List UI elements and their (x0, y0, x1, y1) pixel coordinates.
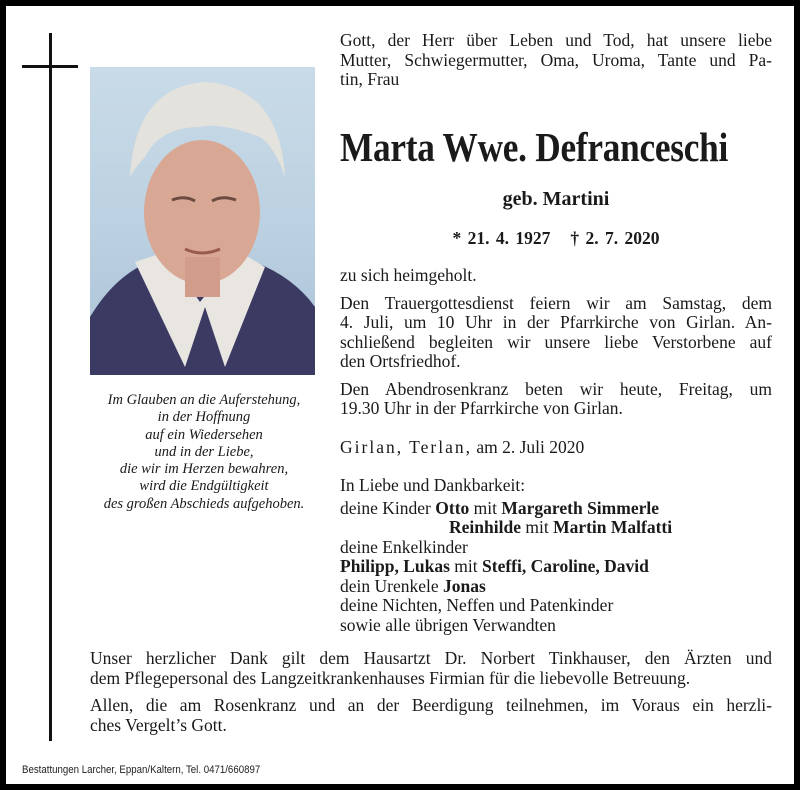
grandchildren-line (340, 557, 772, 577)
intro-line: Mutter, Schwiegermutter, Oma, Uroma, Tante und Pa- (340, 49, 772, 70)
memorial-poem (90, 392, 318, 513)
grandchildren-names: Philipp, Lukas (340, 556, 450, 576)
birth-date: * 21. 4. 1927 (452, 228, 551, 248)
poem-line: auf ein Wiedersehen (145, 426, 263, 443)
funeral-line: Den Trauergottesdienst feiern wir am Samstag, dem (340, 292, 772, 313)
funeral-line: den Ortsfriedhof. (340, 351, 461, 371)
obituary-page (6, 6, 794, 784)
intro-line: Gott, der Herr über Leben und Tod, hat unsere liebe (340, 30, 772, 50)
poem-line: die wir im Herzen bewahren, (119, 461, 289, 478)
partner-name: Martin Malfatti (553, 517, 673, 537)
cross-icon-vertical (49, 33, 52, 741)
announcement-text (340, 266, 772, 635)
child-name: Otto (435, 497, 470, 518)
cross-icon-horizontal (22, 65, 78, 68)
intro-text (340, 31, 772, 90)
poem-line: und in der Liebe, (154, 443, 254, 460)
child-name: Reinhilde (449, 517, 521, 537)
place-date-line (340, 438, 772, 458)
mit: mit (525, 517, 549, 537)
deceased-name: Marta Wwe. Defranceschi (340, 124, 729, 170)
poem-line: des großen Abschieds aufgehoben. (103, 495, 305, 512)
label: dein Urenkele (340, 575, 439, 596)
portrait-photo (90, 67, 315, 375)
funeral-home-footer: Bestattungen Larcher, Eppan/Kaltern, Tel. 0471/660897 (22, 764, 261, 776)
homecoming-line: zu sich heimgeholt. (340, 265, 477, 285)
birth-name: geb. Martini (502, 188, 610, 210)
great-grandchild-name: Jonas (443, 575, 486, 596)
closing-line: ches Vergelt’s Gott. (90, 714, 227, 735)
intro-line: tin, Frau (340, 69, 400, 89)
closing-line: Allen, die am Rosenkranz und an der Beerdigung teilnehmen, im Voraus ein herzli- (90, 695, 772, 715)
rosary-line: Den Abendrosenkranz beten wir heute, Freitag, um (340, 378, 772, 399)
funeral-line: schließend begleiten wir unsere liebe Verstorbene auf (340, 331, 772, 352)
life-dates (340, 228, 772, 249)
date: am 2. Juli 2020 (476, 436, 585, 457)
funeral-line: 4. Juli, um 10 Uhr in der Pfarrkirche von Girlan. An- (340, 312, 772, 332)
mit: mit (454, 556, 478, 576)
thanks-line: dem Pflegepersonal des Langzeitkrankenhauses Firmian für die liebevolle Betreuung. (90, 667, 691, 688)
relatives-line: deine Nichten, Neffen und Patenkinder (340, 595, 614, 615)
poem-line: in der Hoffnung (157, 409, 251, 426)
relatives-line: sowie alle übrigen Verwandten (340, 614, 556, 635)
thanks-line: Unser herzlicher Dank gilt dem Hausartzt Dr. Norbert Tinkhauser, den Ärzten und (90, 648, 772, 668)
thanks-text (90, 649, 772, 735)
partner-name: Margareth Simmerle (501, 497, 659, 518)
label: deine Kinder (340, 497, 431, 518)
grandchildren-label: deine Enkelkinder (340, 536, 468, 557)
children-line (340, 499, 772, 519)
place: Girlan, Terlan, (340, 436, 472, 457)
rosary-line: 19.30 Uhr in der Pfarrkirche von Girlan. (340, 398, 623, 418)
poem-line: wird die Endgültigkeit (139, 478, 269, 495)
great-grandchild-line (340, 577, 772, 597)
children-line (340, 518, 772, 538)
mit: mit (473, 497, 497, 518)
mourners-heading: In Liebe und Dankbarkeit: (340, 475, 526, 495)
poem-line: Im Glauben an die Auferstehung, (107, 392, 301, 408)
death-date: † 2. 7. 2020 (570, 228, 660, 248)
grandchildren-names: Steffi, Caroline, David (482, 556, 649, 576)
